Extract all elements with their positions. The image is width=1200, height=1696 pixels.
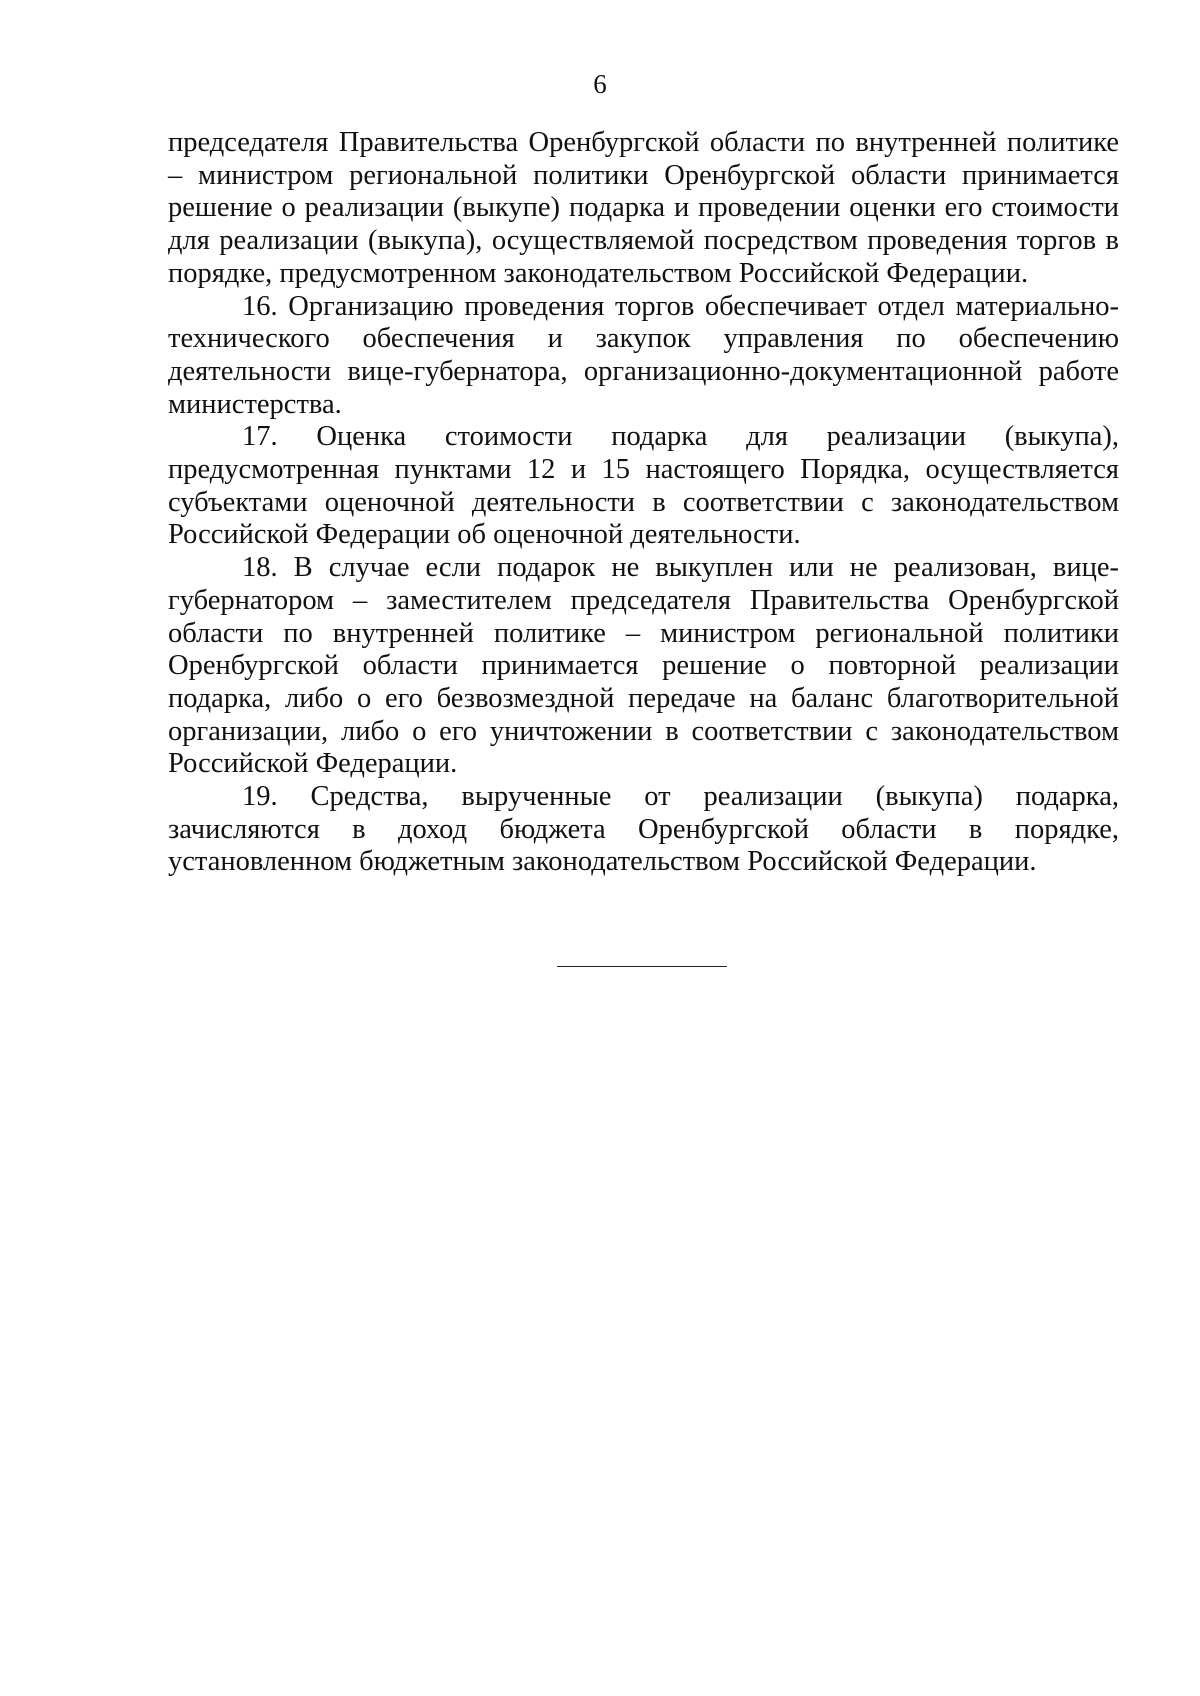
- paragraph-item-18: 18. В случае если подарок не выкуплен или не реализован, вице-губернатором – заместителем председателя Правительства Оренбургской области по внутренней политике – министром региональной политики Оренбургской области принимается решение о повторной реализации подарка, либо о его безвозмездной передаче на баланс благотворительной организации, либо о его уничтожении в соответствии с законодательством Российской Федерации.: [168, 552, 1119, 780]
- paragraph-item-16: 16. Организацию проведения торгов обеспечивает отдел материально-технического обеспечения и закупок управления по обеспечению деятельности вице-губернатора, организационно-документационной работе министерства.: [168, 290, 1119, 420]
- paragraph-item-17: 17. Оценка стоимости подарка для реализации (выкупа), предусмотренная пунктами 12 и 15 настоящего Порядка, осуществляется субъектами оценочной деятельности в соответствии с законодательством Российской Федерации об оценочной деятельности.: [168, 421, 1119, 551]
- page-number: 6: [593, 69, 607, 99]
- paragraph-continuation: председателя Правительства Оренбургской области по внутренней политике – министром региональной политики Оренбургской области принимается решение о реализации (выкупе) подарка и проведении оценки его стоимости для реализации (выкупа), осуществляемой посредством проведения торгов в порядке, предусмотренном законодательством Российской Федерации.: [168, 127, 1119, 289]
- document-body: [168, 127, 1119, 879]
- end-of-document-rule: [557, 966, 727, 967]
- paragraph-item-19: 19. Средства, вырученные от реализации (выкупа) подарка, зачисляются в доход бюджета Оренбургской области в порядке, установленном бюджетным законодательством Российской Федерации.: [168, 781, 1119, 878]
